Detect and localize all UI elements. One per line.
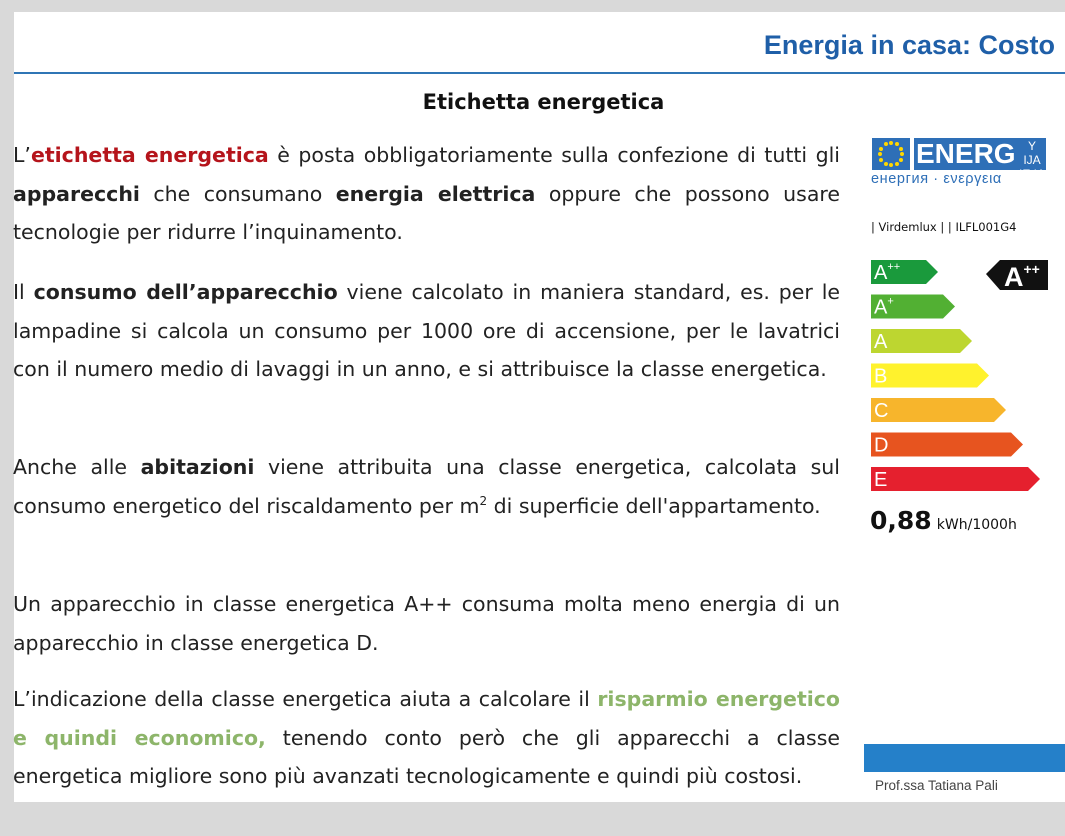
energy-class-bar	[871, 433, 1023, 457]
rating-class-label: A++	[1004, 261, 1040, 292]
text: di superficie dell'appartamento.	[487, 493, 821, 518]
footer-accent-bar	[864, 744, 1065, 772]
text: tenendo conto però che gli apparecchi a classe energetica migliore sono più avanzati tecnologicamente e quindi più costosi.	[13, 725, 840, 789]
energ-word: ENERG	[916, 138, 1016, 169]
energy-multilingual: енергия · ενεργεια	[871, 171, 1002, 187]
energy-class-sup: ++	[887, 261, 901, 273]
text: viene calcolato in maniera standard, es. per le lampadine si calcola un consumo per 1000 ore di accensione, per le lavatrici con il numero medio di lavaggi in un anno, e si attribuisce la classe energetica.	[13, 280, 841, 382]
supplier-model: | Virdemlux | | ILFL001G4	[871, 220, 1017, 234]
text: è posta obbligatoriamente sulla confezione di tutti gli	[268, 143, 840, 167]
text: Il	[13, 280, 34, 304]
energ-suffix-bottom: IE IA	[1018, 167, 1045, 181]
highlight-risparmio: risparmio energetico e quindi economico,	[13, 687, 841, 750]
bold-consumo: consumo dell’apparecchio	[33, 280, 338, 304]
energy-class-label: A+	[874, 295, 894, 319]
energy-consumption	[870, 506, 1017, 535]
paragraph-risparmio	[13, 680, 840, 796]
energy-class-bar	[871, 364, 989, 388]
paragraph-consumo	[13, 273, 840, 389]
consumption-unit: kWh/1000h	[936, 517, 1017, 533]
energy-class-label: D	[874, 434, 889, 457]
energy-class-label: A++	[874, 261, 901, 284]
title-divider	[14, 72, 1065, 74]
highlight-etichetta: etichetta energetica	[30, 143, 269, 167]
energy-class-sup: +	[887, 295, 894, 308]
energy-class-label: A	[874, 331, 888, 353]
paragraph-abitazioni	[13, 448, 840, 525]
paragraph-confronto	[13, 585, 840, 662]
text: Anche alle	[13, 455, 141, 479]
energy-label	[856, 128, 1051, 558]
bold-abitazioni: abitazioni	[140, 455, 255, 479]
text: viene attribuita una classe energetica, calcolata sul consumo energetico del riscaldamento per m	[13, 455, 840, 518]
energy-class-label: C	[874, 400, 889, 422]
author-footer: Prof.ssa Tatiana Pali	[875, 778, 998, 793]
energy-class-bar	[871, 467, 1040, 491]
energy-class-bar	[871, 398, 1006, 422]
energy-class-label: B	[874, 365, 888, 388]
section-subtitle: Etichetta energetica	[422, 90, 665, 114]
energy-class-label: E	[874, 469, 888, 491]
bold-energia-elettrica: energia elettrica	[335, 181, 536, 206]
energ-suffix-top: Y IJA	[1023, 139, 1041, 167]
energy-class-scale	[856, 128, 1051, 508]
text: Un apparecchio in classe energetica A++ consuma molta meno energia di un apparecchio in classe energetica D.	[13, 592, 840, 655]
slide-title: Energia in casa: Costo	[763, 30, 1055, 60]
paragraph-etichetta	[13, 136, 840, 252]
text: oppure che possono usare tecnologie per ridurre l’inquinamento.	[13, 181, 840, 245]
consumption-value: 0,88	[870, 506, 932, 535]
text: che consumano	[139, 181, 336, 206]
superscript-2: 2	[479, 493, 488, 508]
rating-class-sup: ++	[1023, 261, 1040, 277]
bold-apparecchi: apparecchi	[13, 181, 140, 206]
text: L’	[13, 143, 31, 167]
text: L’indicazione della classe energetica aiuta a calcolare il	[13, 687, 598, 711]
